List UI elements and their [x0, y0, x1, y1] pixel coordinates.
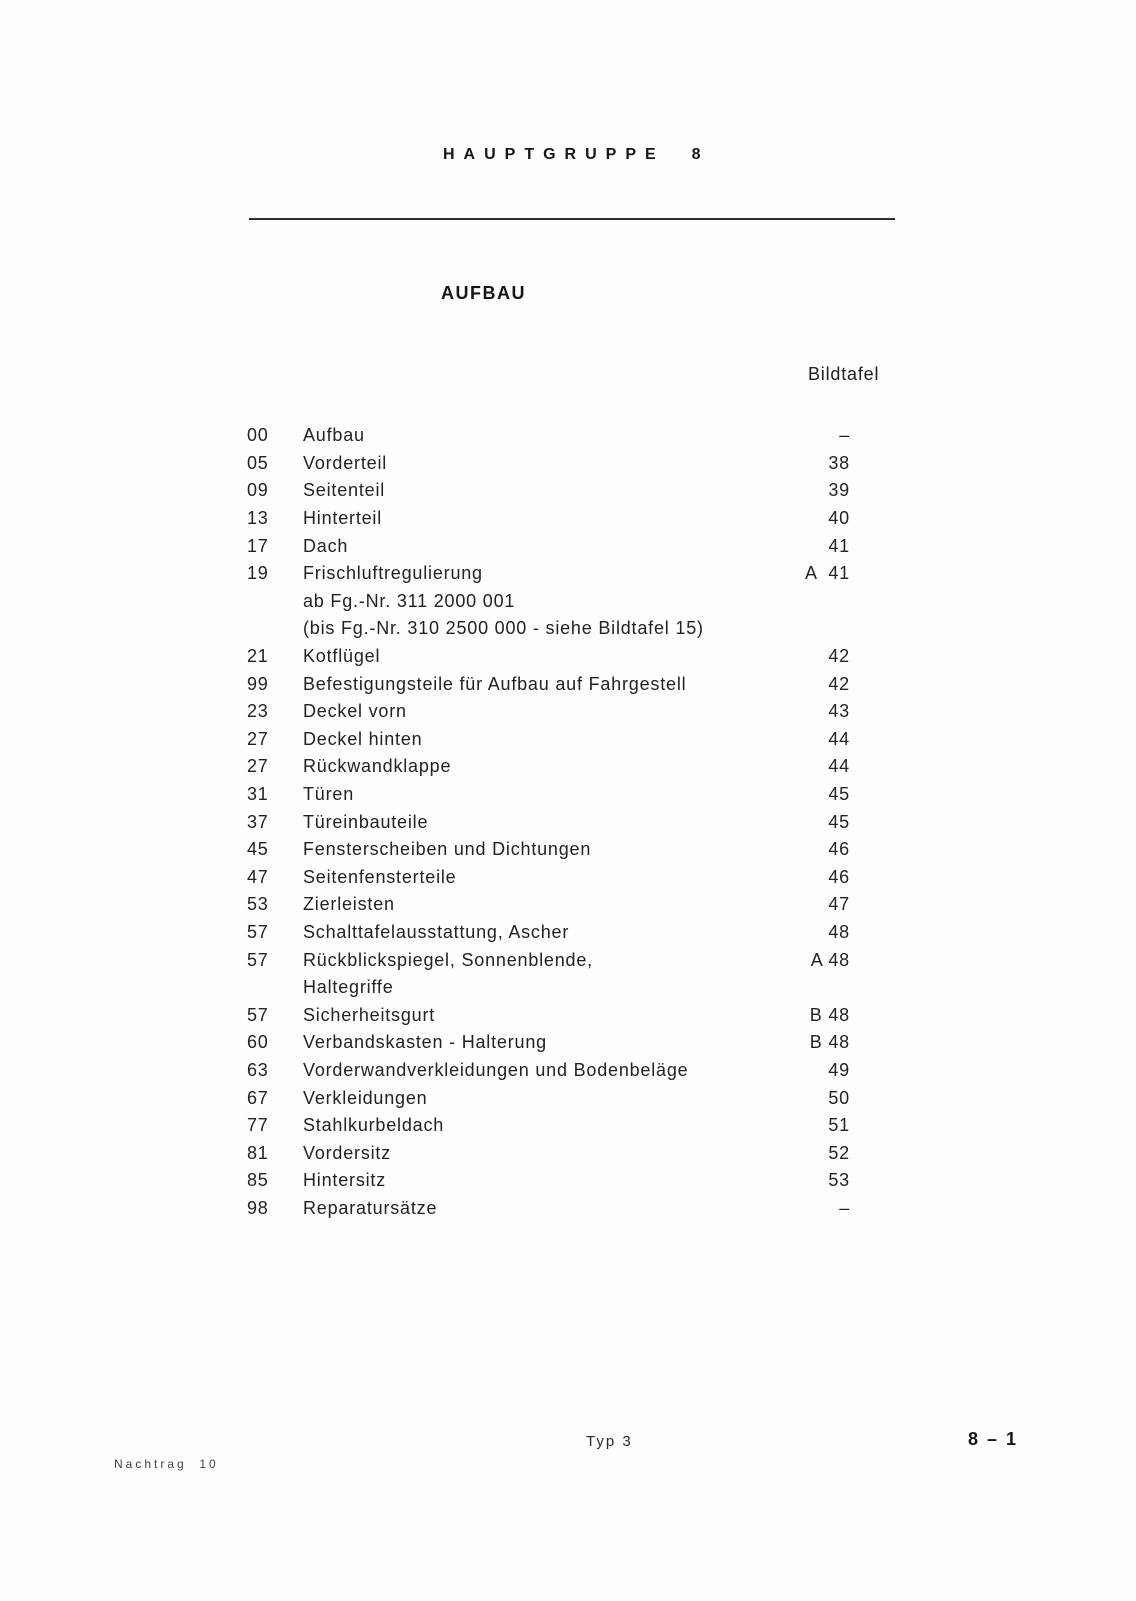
toc-list [247, 422, 850, 1222]
toc-entry-label: Stahlkurbeldach [303, 1115, 445, 1136]
toc-entry-plate-number: B 48 [809, 1032, 850, 1053]
footer-page-number: 8 – 1 [968, 1429, 1019, 1449]
toc-entry-plate-number: 40 [828, 508, 850, 529]
toc-entry-label: Vordersitz [303, 1142, 392, 1163]
toc-entry-subline: ab Fg.-Nr. 311 2000 001 [303, 590, 516, 611]
toc-entry-plate-number: A 48 [810, 949, 850, 970]
toc-entry-code: 53 [247, 894, 269, 915]
toc-row [247, 808, 850, 836]
toc-row [247, 919, 850, 947]
toc-entry-label: Schalttafelausstattung, Ascher [303, 921, 570, 942]
toc-entry-code: 27 [247, 728, 269, 749]
toc-entry-plate-number: 45 [828, 811, 850, 832]
toc-row [247, 643, 850, 671]
toc-entry-code: 57 [247, 949, 269, 970]
toc-entry-plate-number: 39 [828, 480, 850, 501]
toc-row [247, 1057, 850, 1085]
toc-row [247, 1195, 850, 1223]
toc-entry-code: 45 [247, 839, 269, 860]
toc-entry-code: 67 [247, 1087, 269, 1108]
toc-entry-label: Fensterscheiben und Dichtungen [303, 839, 592, 860]
toc-entry-plate-number: A 41 [804, 563, 850, 584]
toc-entry-code: 19 [247, 563, 269, 584]
toc-row [247, 505, 850, 533]
toc-entry-label: Kotflügel [303, 646, 381, 667]
toc-entry-label: Türen [303, 784, 355, 805]
toc-entry-plate-number: 49 [828, 1059, 850, 1080]
toc-entry-code: 85 [247, 1170, 269, 1191]
toc-entry-code: 81 [247, 1142, 269, 1163]
toc-row [247, 781, 850, 809]
toc-entry-plate-number: – [839, 425, 850, 446]
page-title: HAUPTGRUPPE 8 [443, 146, 710, 163]
toc-entry-plate-number: 44 [828, 728, 850, 749]
toc-entry-plate-number: 47 [828, 894, 850, 915]
toc-entry-label: Seitenteil [303, 480, 386, 501]
toc-entry-label: Verkleidungen [303, 1087, 428, 1108]
toc-entry-label: Seitenfensterteile [303, 866, 457, 887]
footer-model-label: Typ 3 [586, 1433, 633, 1450]
toc-entry-code: 09 [247, 480, 269, 501]
toc-entry-code: 57 [247, 1004, 269, 1025]
section-title: AUFBAU [441, 283, 526, 303]
toc-row [247, 670, 850, 698]
toc-entry-label: Deckel hinten [303, 728, 423, 749]
toc-entry-plate-number: 44 [828, 756, 850, 777]
toc-entry-label: Rückblickspiegel, Sonnenblende, [303, 949, 593, 970]
toc-entry-subline: (bis Fg.-Nr. 310 2500 000 - siehe Bildtafel 15) [303, 618, 704, 639]
toc-entry-code: 00 [247, 425, 269, 446]
toc-entry-code: 27 [247, 756, 269, 777]
toc-entry-plate-number: 41 [828, 535, 850, 556]
toc-entry-subline: Haltegriffe [303, 976, 394, 997]
toc-entry-plate-number: – [839, 1197, 850, 1218]
toc-entry-plate-number: 51 [828, 1115, 850, 1136]
toc-entry-plate-number: 46 [828, 839, 850, 860]
divider-line [249, 218, 895, 220]
toc-row [247, 1112, 850, 1140]
toc-entry-code: 60 [247, 1032, 269, 1053]
toc-entry-code: 05 [247, 452, 269, 473]
toc-entry-label: Hinterteil [303, 508, 383, 529]
toc-entry-code: 47 [247, 866, 269, 887]
toc-row [247, 836, 850, 864]
toc-entry-code: 99 [247, 673, 269, 694]
toc-entry-label: Rückwandklappe [303, 756, 452, 777]
toc-entry-label: Türeinbauteile [303, 811, 429, 832]
toc-entry-code: 77 [247, 1115, 269, 1136]
toc-entry-plate-number: 52 [828, 1142, 850, 1163]
toc-row [247, 560, 850, 588]
toc-row [247, 726, 850, 754]
toc-entry-label: Vorderwandverkleidungen und Bodenbeläge [303, 1059, 689, 1080]
footer-supplement-note: Nachtrag 10 [114, 1457, 219, 1471]
toc-row [247, 1029, 850, 1057]
toc-entry-code: 13 [247, 508, 269, 529]
toc-entry-label: Befestigungsteile für Aufbau auf Fahrgestell [303, 673, 687, 694]
toc-row [247, 753, 850, 781]
toc-row [247, 1139, 850, 1167]
toc-entry-plate-number: 42 [828, 673, 850, 694]
toc-entry-code: 37 [247, 811, 269, 832]
toc-entry-code: 63 [247, 1059, 269, 1080]
toc-entry-code: 23 [247, 701, 269, 722]
toc-row [247, 891, 850, 919]
toc-entry-code: 21 [247, 646, 269, 667]
toc-entry-plate-number: 53 [828, 1170, 850, 1191]
toc-entry-label: Reparatursätze [303, 1197, 438, 1218]
toc-entry-code: 57 [247, 921, 269, 942]
toc-entry-plate-number: 38 [828, 452, 850, 473]
toc-row [247, 1167, 850, 1195]
toc-row [247, 864, 850, 892]
toc-row [247, 422, 850, 450]
toc-row [247, 450, 850, 478]
toc-entry-label: Hintersitz [303, 1170, 387, 1191]
toc-row [247, 946, 850, 974]
toc-entry-label: Dach [303, 535, 349, 556]
toc-entry-label: Deckel vorn [303, 701, 407, 722]
toc-entry-plate-number: 50 [828, 1087, 850, 1108]
toc-entry-label: Zierleisten [303, 894, 395, 915]
toc-entry-plate-number: 48 [828, 921, 850, 942]
column-header-bildtafel: Bildtafel [808, 364, 880, 384]
toc-entry-label: Vorderteil [303, 452, 388, 473]
toc-entry-plate-number: 46 [828, 866, 850, 887]
toc-entry-plate-number: 42 [828, 646, 850, 667]
toc-entry-label: Verbandskasten - Halterung [303, 1032, 547, 1053]
toc-entry-plate-number: B 48 [809, 1004, 850, 1025]
toc-entry-label: Sicherheitsgurt [303, 1004, 436, 1025]
toc-entry-code: 31 [247, 784, 269, 805]
toc-entry-label: Aufbau [303, 425, 365, 446]
toc-row [247, 532, 850, 560]
toc-entry-label: Frischluftregulierung [303, 563, 483, 584]
toc-row [247, 1001, 850, 1029]
toc-entry-plate-number: 43 [828, 701, 850, 722]
toc-entry-code: 98 [247, 1197, 269, 1218]
toc-row [247, 1084, 850, 1112]
toc-row [247, 698, 850, 726]
toc-entry-code: 17 [247, 535, 269, 556]
toc-entry-plate-number: 45 [828, 784, 850, 805]
toc-row [247, 477, 850, 505]
